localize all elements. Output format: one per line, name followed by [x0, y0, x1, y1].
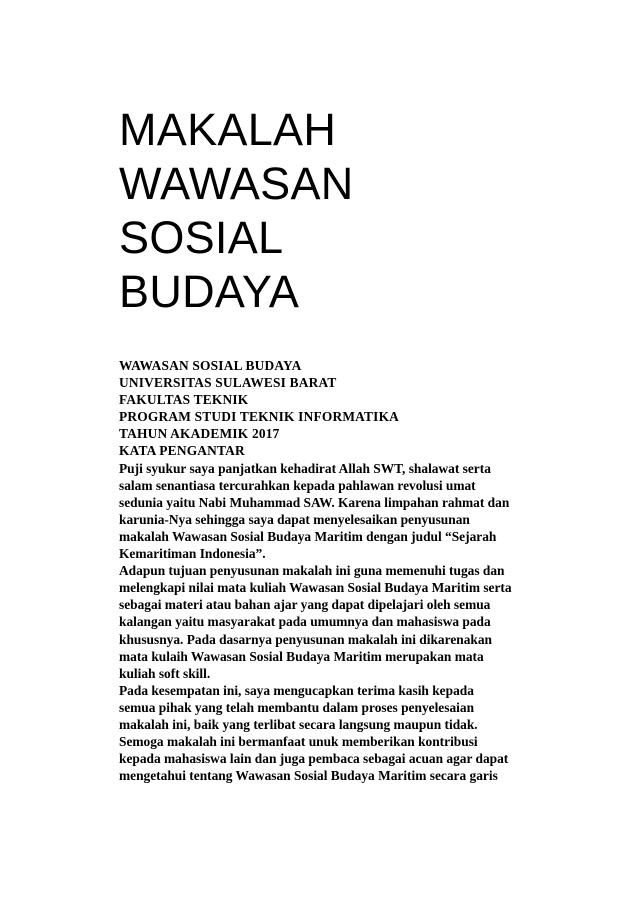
- paragraph-line: Semoga makalah ini bermanfaat unuk memberikan kontribusi: [119, 734, 478, 750]
- paragraph-line: makalah Wawasan Sosial Budaya Maritim dengan judul “Sejarah: [119, 528, 497, 544]
- header-line: UNIVERSITAS SULAWESI BARAT: [119, 375, 337, 391]
- title-line: WAWASAN: [119, 158, 354, 209]
- paragraph-line: kalangan yaitu masyarakat pada umumnya dan mahasiswa pada: [119, 614, 491, 630]
- paragraph-line: Adapun tujuan penyusunan makalah ini guna memenuhi tugas dan: [119, 563, 505, 579]
- paragraph-line: mengetahui tentang Wawasan Sosial Budaya Maritim secara garis: [119, 768, 498, 784]
- paragraph-line: sebagai materi atau bahan ajar yang dapat dipelajari oleh semua: [119, 597, 491, 613]
- header-line: TAHUN AKADEMIK 2017: [119, 426, 280, 442]
- paragraph-line: makalah ini, baik yang terlibat secara langsung maupun tidak.: [119, 716, 478, 732]
- document-body: [119, 357, 559, 784]
- header-line: FAKULTAS TEKNIK: [119, 392, 249, 408]
- document-title: [119, 103, 539, 319]
- paragraph-line: Pada kesempatan ini, saya mengucapkan terima kasih kepada: [119, 682, 474, 698]
- header-line: PROGRAM STUDI TEKNIK INFORMATIKA: [119, 409, 400, 425]
- paragraph-line: mata kulaih Wawasan Sosial Budaya Maritim merupakan mata: [119, 648, 484, 664]
- paragraph-line: kepada mahasiswa lain dan juga pembaca sebagai acuan agar dapat: [119, 751, 509, 767]
- section-heading: KATA PENGANTAR: [119, 443, 245, 459]
- title-line: BUDAYA: [119, 266, 300, 317]
- paragraph-line: semua pihak yang telah membantu dalam proses penyelesaian: [119, 699, 475, 715]
- title-line: MAKALAH: [119, 104, 337, 155]
- header-line: WAWASAN SOSIAL BUDAYA: [119, 358, 302, 373]
- paragraph-line: Puji syukur saya panjatkan kehadirat Allah SWT, shalawat serta: [119, 460, 491, 476]
- paragraph-line: Kemaritiman Indonesia”.: [119, 546, 266, 562]
- paragraph-line: salam senantiasa tercurahkan kepada pahlawan revolusi umat: [119, 477, 476, 493]
- title-line: SOSIAL: [119, 212, 284, 263]
- paragraph-line: melengkapi nilai mata kuliah Wawasan Sosial Budaya Maritim serta: [119, 580, 512, 596]
- paragraph-line: kuliah soft skill.: [119, 665, 211, 681]
- paragraph-line: khususnya. Pada dasarnya penyusunan makalah ini dikarenakan: [119, 631, 492, 647]
- paragraph-line: sedunia yaitu Nabi Muhammad SAW. Karena limpahan rahmat dan: [119, 494, 510, 510]
- paragraph-line: karunia-Nya sehingga saya dapat menyelesaikan penyusunan: [119, 511, 470, 527]
